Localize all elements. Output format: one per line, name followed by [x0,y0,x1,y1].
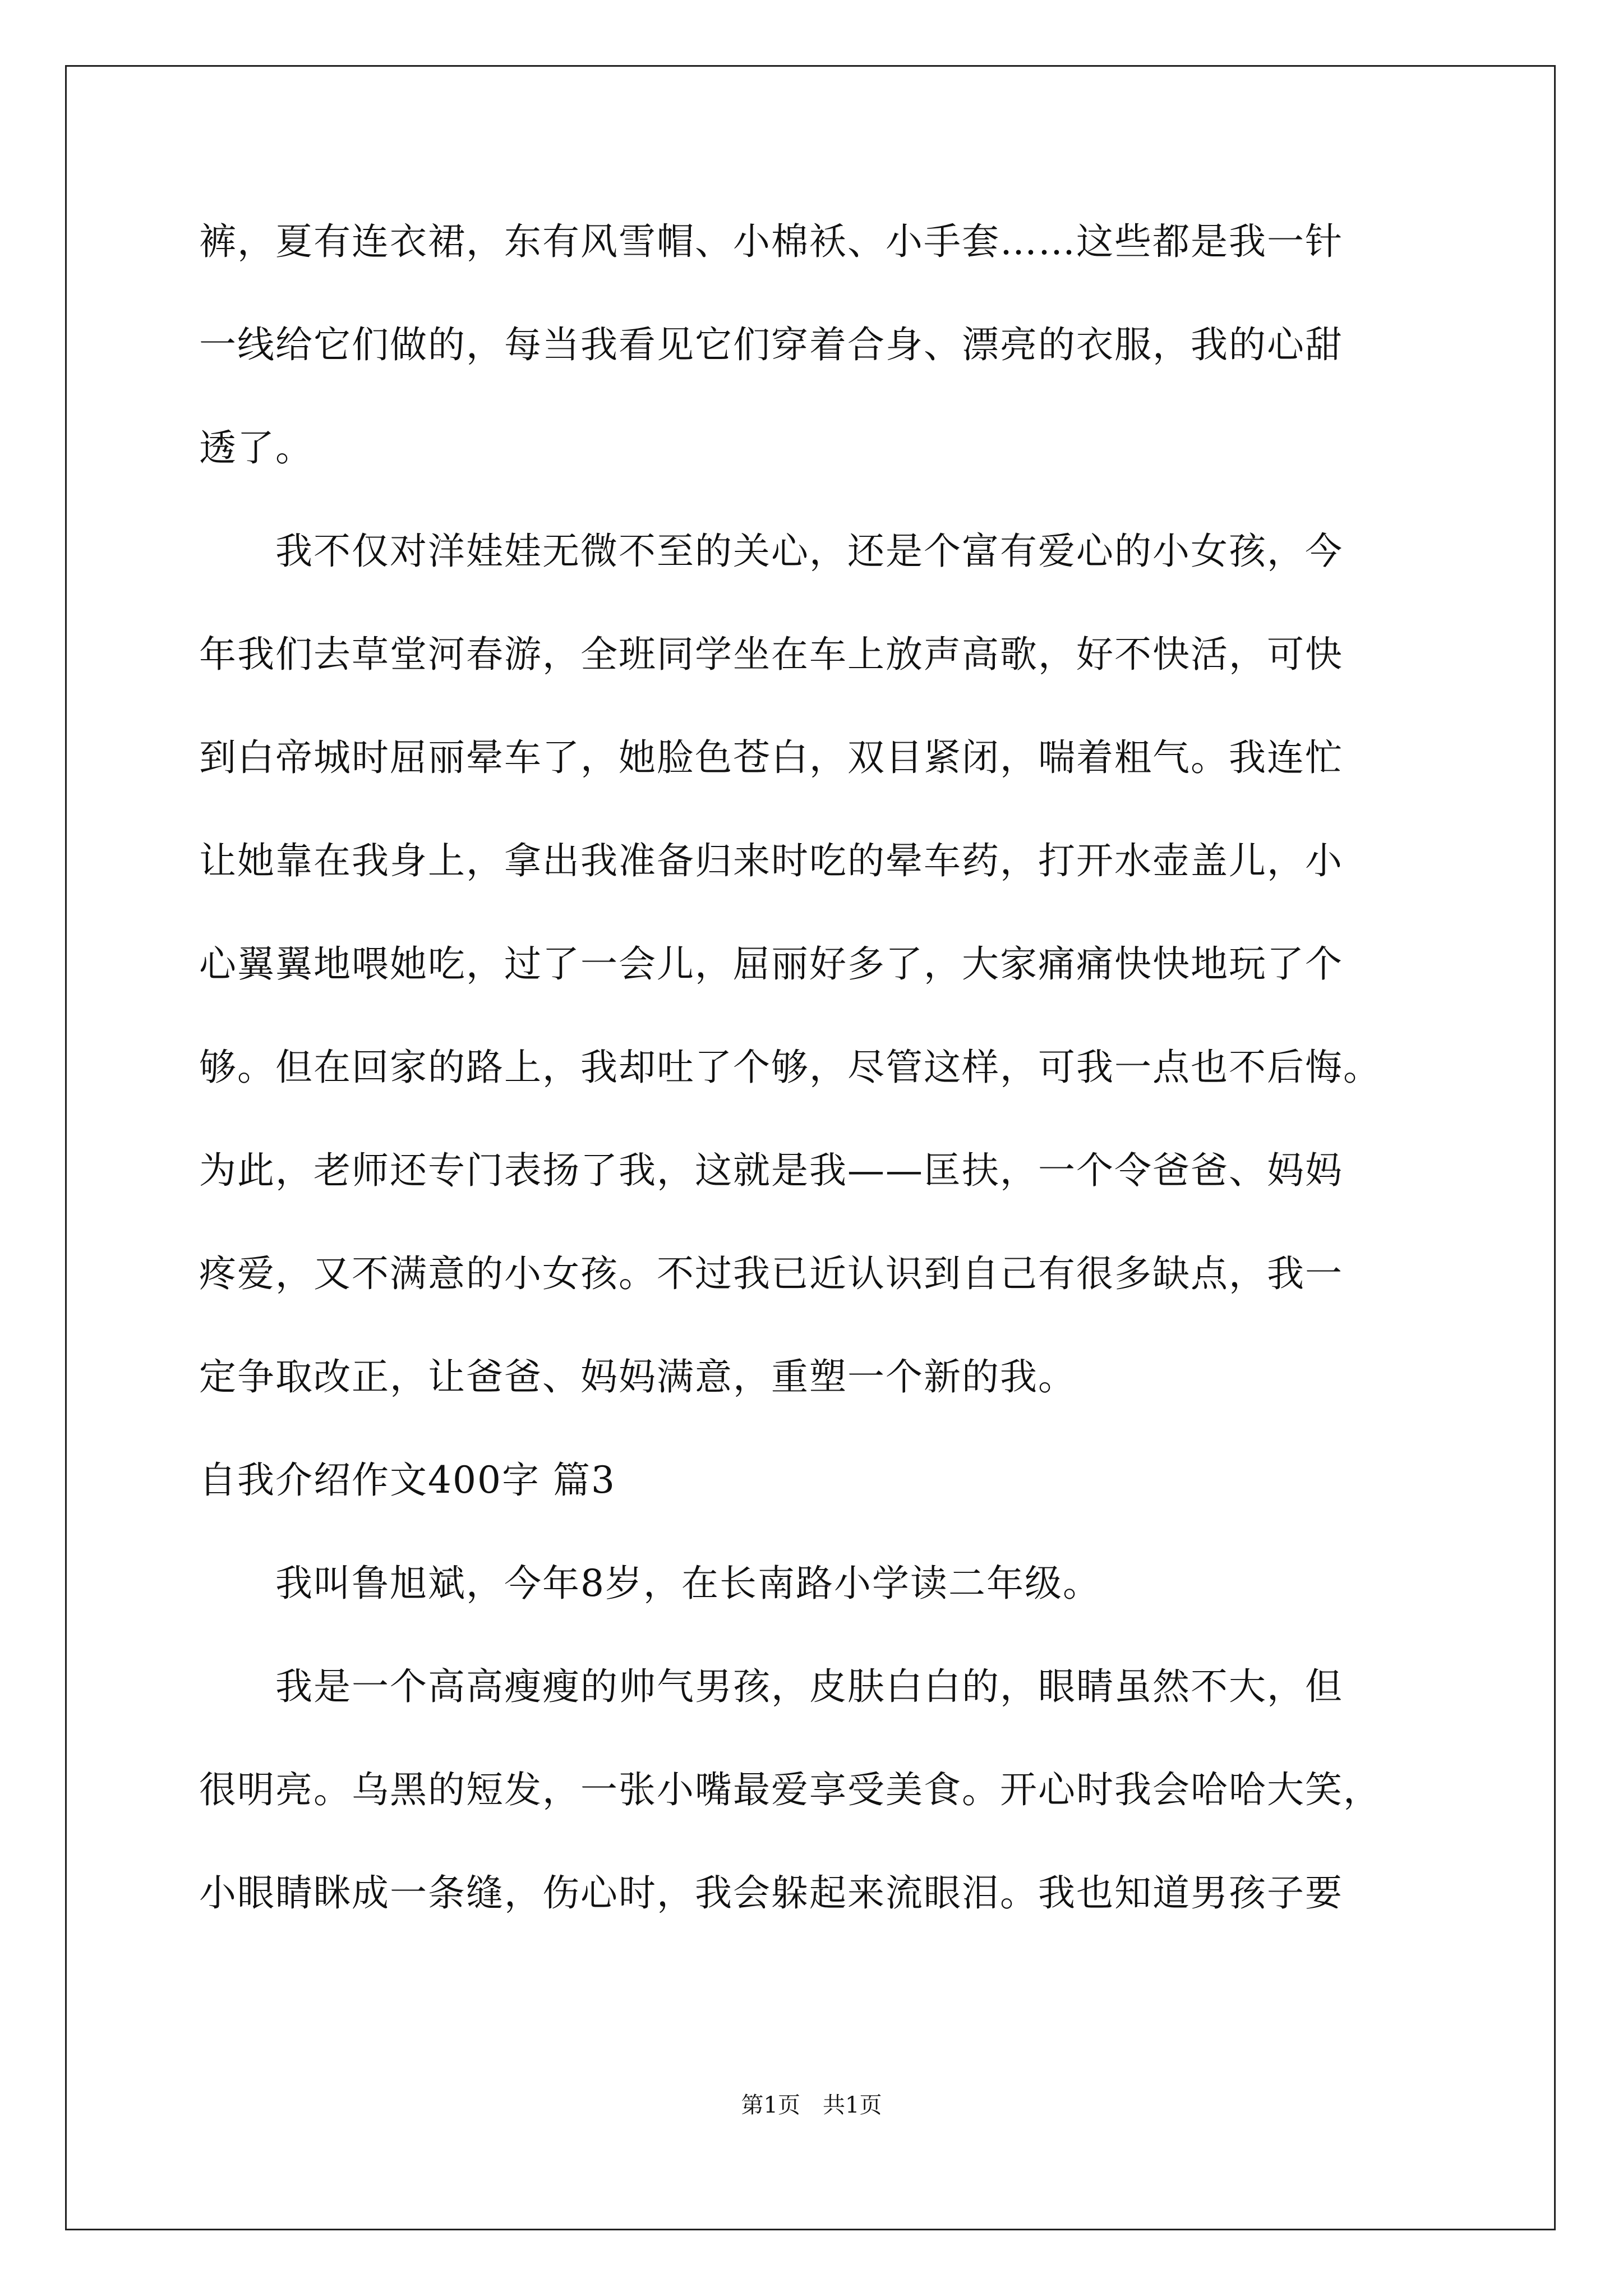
text-line: 为此，老师还专门表扬了我，这就是我——匡扶，一个令爸爸、妈妈 [199,1149,1343,1192]
text-line: 定争取改正，让爸爸、妈妈满意，重塑一个新的我。 [199,1355,1076,1398]
text-line: 到白帝城时屈丽晕车了，她脸色苍白，双目紧闭，喘着粗气。我连忙 [199,736,1343,779]
text-line: 裤，夏有连衣裙，东有风雪帽、小棉袄、小手套……这些都是我一针 [199,220,1343,263]
text-line: 我叫鲁旭斌，今年8岁，在长南路小学读二年级。 [199,1562,1101,1605]
text-line: 我不仅对洋娃娃无微不至的关心，还是个富有爱心的小女孩，今 [199,530,1343,573]
text-line: 很明亮。乌黑的短发，一张小嘴最爱享受美食。开心时我会哈哈大笑， [199,1768,1381,1811]
text-line: 年我们去草堂河春游，全班同学坐在车上放声高歌，好不快活，可快 [199,633,1343,676]
text-line: 我是一个高高瘦瘦的帅气男孩，皮肤白白的，眼睛虽然不大，但 [199,1665,1343,1708]
text-line: 够。但在回家的路上，我却吐了个够，尽管这样，可我一点也不后悔。 [199,1046,1381,1089]
page-footer: 第1页 共1页 [741,2092,882,2118]
section-heading: 自我介绍作文400字 篇3 [199,1458,616,1502]
text-line: 疼爱，又不满意的小女孩。不过我已近认识到自己有很多缺点，我一 [199,1252,1343,1295]
text-line: 透了。 [199,426,313,470]
text-line: 心翼翼地喂她吃，过了一会儿，屈丽好多了，大家痛痛快快地玩了个 [199,942,1343,986]
text-line: 让她靠在我身上，拿出我准备归来时吃的晕车药，打开水壶盖儿，小 [199,839,1343,882]
text-line: 一线给它们做的，每当我看见它们穿着合身、漂亮的衣服，我的心甜 [199,323,1343,366]
text-line: 小眼睛眯成一条缝，伤心时，我会躲起来流眼泪。我也知道男孩子要 [199,1871,1343,1915]
